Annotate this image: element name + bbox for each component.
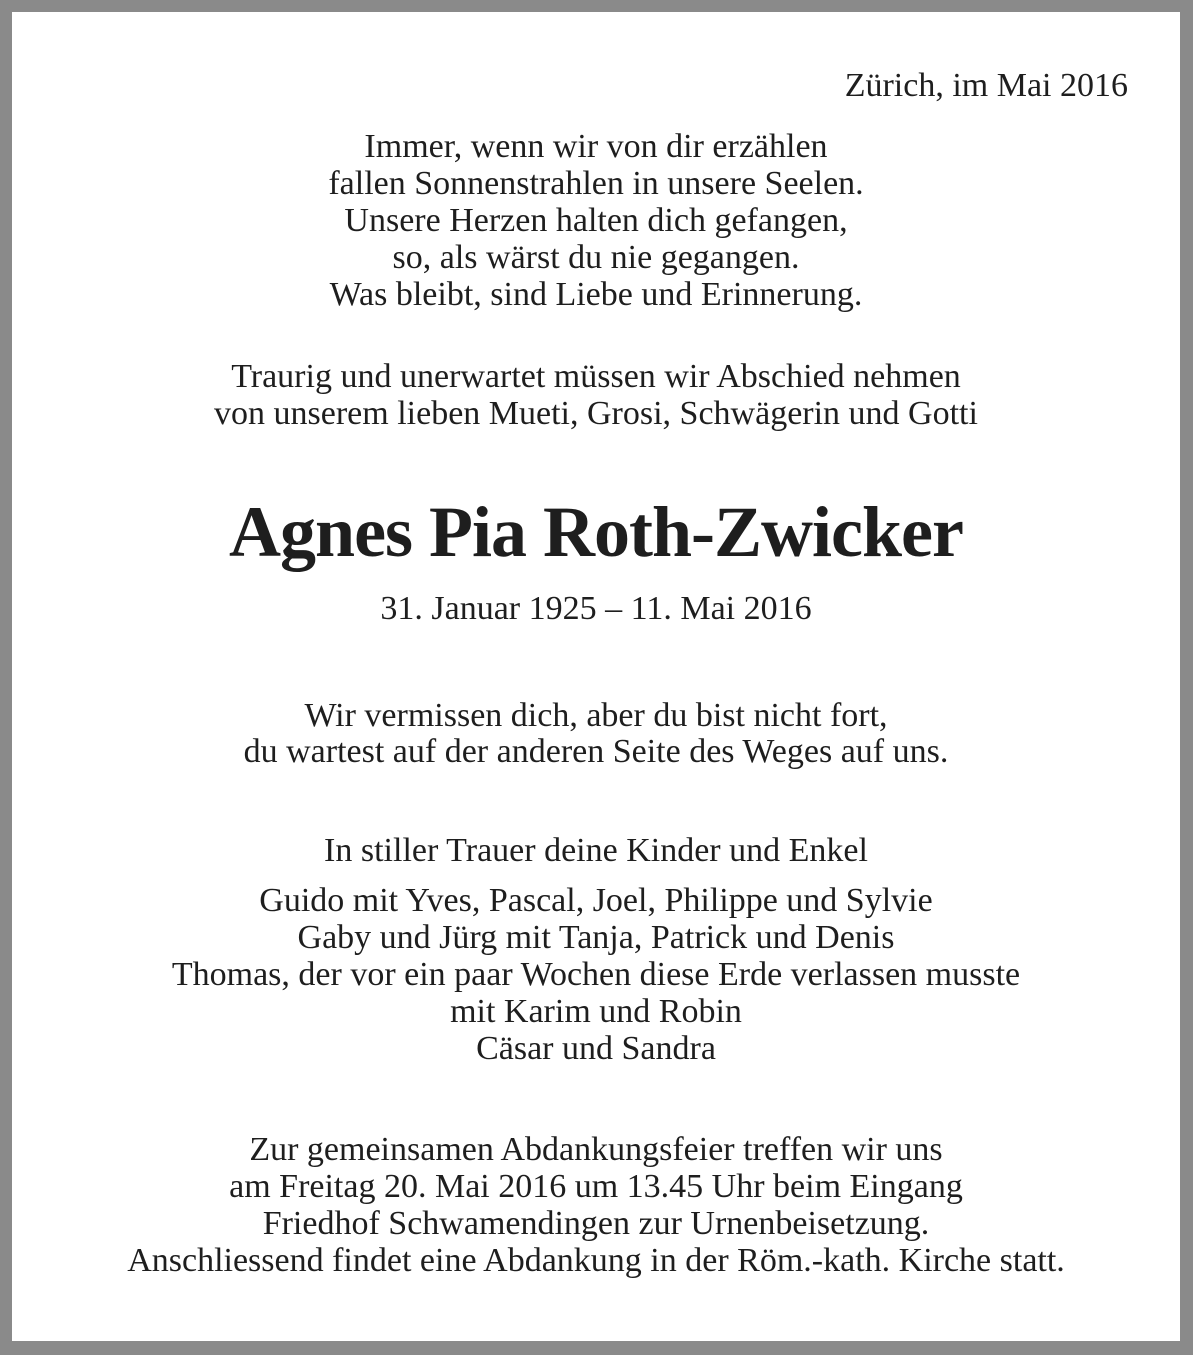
mourner-line: Guido mit Yves, Pascal, Joel, Philippe und Sylvie: [259, 882, 933, 919]
mourner-line: Cäsar und Sandra: [476, 1030, 716, 1067]
mourner-line: Gaby und Jürg mit Tanja, Patrick und Denis: [297, 919, 895, 956]
life-dates: 31. Januar 1925 – 11. Mai 2016: [380, 590, 812, 627]
poem-line: Immer, wenn wir von dir erzählen: [364, 128, 828, 165]
ceremony-line: am Freitag 20. Mai 2016 um 13.45 Uhr beim Eingang: [229, 1168, 963, 1205]
poem-line: fallen Sonnenstrahlen in unsere Seelen.: [328, 165, 864, 202]
deceased-name: Agnes Pia Roth-Zwicker: [229, 492, 963, 572]
poem-line: so, als wärst du nie gegangen.: [392, 239, 800, 276]
announcement-line: Traurig und unerwartet müssen wir Abschied nehmen: [231, 358, 961, 395]
mourner-line: Thomas, der vor ein paar Wochen diese Erde verlassen musste: [171, 956, 1021, 993]
ceremony-line: Zur gemeinsamen Abdankungsfeier treffen wir uns: [249, 1131, 943, 1168]
place-date: Zürich, im Mai 2016: [844, 67, 1128, 104]
ceremony-line: Friedhof Schwamendingen zur Urnenbeisetzung.: [262, 1205, 930, 1242]
obituary-notice: [12, 12, 1180, 1341]
farewell-line: du wartest auf der anderen Seite des Weges auf uns.: [243, 733, 949, 770]
farewell-line: Wir vermissen dich, aber du bist nicht fort,: [304, 697, 888, 734]
announcement-line: von unserem lieben Mueti, Grosi, Schwägerin und Gotti: [214, 395, 978, 432]
mourner-line: mit Karim und Robin: [450, 993, 742, 1030]
mourners-intro: In stiller Trauer deine Kinder und Enkel: [324, 832, 868, 869]
poem-line: Was bleibt, sind Liebe und Erinnerung.: [329, 276, 863, 313]
ceremony-line: Anschliessend findet eine Abdankung in der Röm.-kath. Kirche statt.: [127, 1242, 1065, 1279]
poem-line: Unsere Herzen halten dich gefangen,: [344, 202, 848, 239]
